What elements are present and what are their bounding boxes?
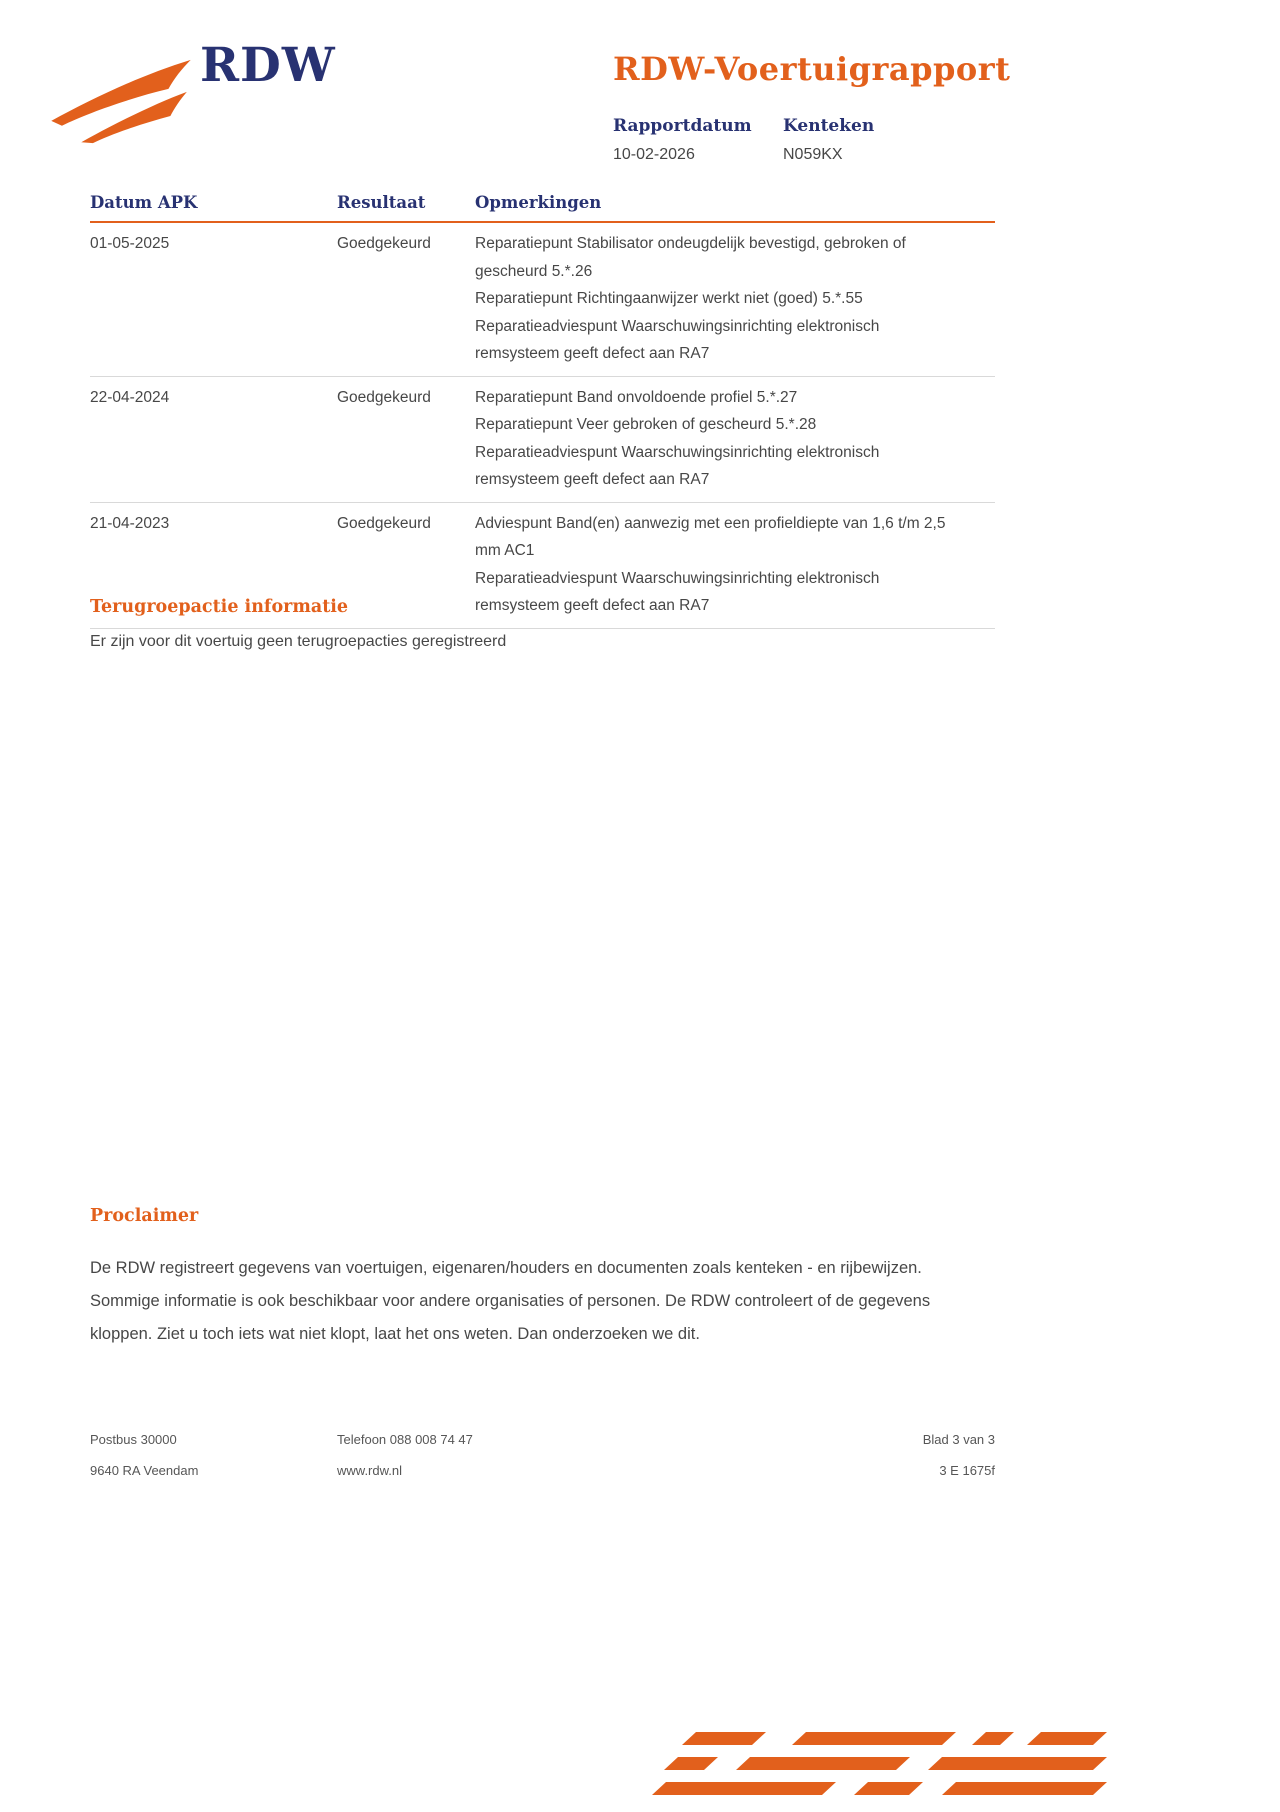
apk-remark: Reparatiepunt Stabilisator ondeugdelijk bevestigd, gebroken of gescheurd 5.*.26 xyxy=(475,235,906,280)
apk-remarks-cell xyxy=(475,384,950,494)
rdw-stripes-icon xyxy=(652,1732,1107,1798)
terugroepactie-section xyxy=(90,597,995,651)
apk-remarks-cell xyxy=(475,230,950,368)
apk-date-cell: 01-05-2025 xyxy=(90,235,170,252)
column-header-opmerkingen: Opmerkingen xyxy=(475,193,602,212)
apk-result-cell: Goedgekeurd xyxy=(337,235,431,252)
footer-page-number: Blad 3 van 3 xyxy=(922,1432,995,1447)
apk-remark: Reparatieadviespunt Waarschuwingsinrichting elektronisch remsysteem geeft defect aan RA7 xyxy=(475,317,880,362)
apk-date-cell: 21-04-2023 xyxy=(90,514,170,532)
kenteken-value: N059KX xyxy=(783,146,843,163)
apk-remark: Adviespunt Band(en) aanwezig met een profieldiepte van 1,6 t/m 2,5 mm AC1 xyxy=(475,514,946,559)
rdw-logo-text: RDW xyxy=(200,38,336,93)
apk-table-header xyxy=(90,193,995,223)
column-header-datum-apk: Datum APK xyxy=(90,193,198,212)
terugroepactie-heading: Terugroepactie informatie xyxy=(90,597,349,617)
report-title: RDW-Voertuigrapport xyxy=(613,50,1011,88)
proclaimer-heading: Proclaimer xyxy=(90,1206,199,1226)
footer-pageinfo xyxy=(923,1432,995,1494)
rapportdatum-block xyxy=(613,116,783,164)
footer-city: 9640 RA Veendam xyxy=(90,1463,199,1478)
report-meta xyxy=(613,116,1083,164)
footer-website: www.rdw.nl xyxy=(337,1463,403,1478)
footer-address xyxy=(90,1432,337,1494)
rapportdatum-value: 10-02-2026 xyxy=(613,146,695,163)
apk-remark: Reparatieadviespunt Waarschuwingsinrichting elektronisch remsysteem geeft defect aan RA7 xyxy=(475,443,880,488)
table-row xyxy=(90,223,995,377)
apk-remark: Reparatiepunt Richtingaanwijzer werkt niet (goed) 5.*.55 xyxy=(475,290,863,307)
apk-date-cell: 22-04-2024 xyxy=(90,388,170,406)
proclaimer-body: De RDW registreert gegevens van voertuigen, eigenaren/houders en documenten zoals kenteken - en rijbewijzen. Sommige informatie is ook beschikbaar voor andere organisaties of personen. De RDW controleert of de gegevens kloppen. Ziet u toch iets wat niet klopt, laat het ons weten. Dan onderzoeken we dit. xyxy=(90,1259,931,1343)
terugroepactie-body: Er zijn voor dit voertuig geen terugroepacties geregistreerd xyxy=(90,633,507,650)
apk-result-cell: Goedgekeurd xyxy=(337,388,431,406)
apk-result-cell: Goedgekeurd xyxy=(337,514,431,532)
footer-postbus: Postbus 30000 xyxy=(90,1432,177,1447)
rdw-swoosh-icon xyxy=(48,56,194,148)
apk-table xyxy=(90,193,995,629)
rapportdatum-label: Rapportdatum xyxy=(613,116,752,136)
apk-remark: Reparatiepunt Band onvoldoende profiel 5.*.27 xyxy=(475,388,798,406)
kenteken-block xyxy=(783,116,874,164)
proclaimer-section xyxy=(90,1206,995,1351)
table-row xyxy=(90,377,995,503)
kenteken-label: Kenteken xyxy=(783,116,875,136)
page-footer xyxy=(90,1432,995,1494)
footer-contact xyxy=(337,1432,923,1494)
apk-remark: Reparatiepunt Veer gebroken of gescheurd 5.*.28 xyxy=(475,416,817,433)
report-header xyxy=(613,50,1083,164)
footer-phone: Telefoon 088 008 74 47 xyxy=(337,1432,473,1447)
apk-remark: Reparatieadviespunt Waarschuwingsinrichting elektronisch remsysteem geeft defect aan RA7 xyxy=(475,569,880,614)
footer-doc-code: 3 E 1675f xyxy=(939,1463,995,1478)
column-header-resultaat: Resultaat xyxy=(337,193,426,212)
